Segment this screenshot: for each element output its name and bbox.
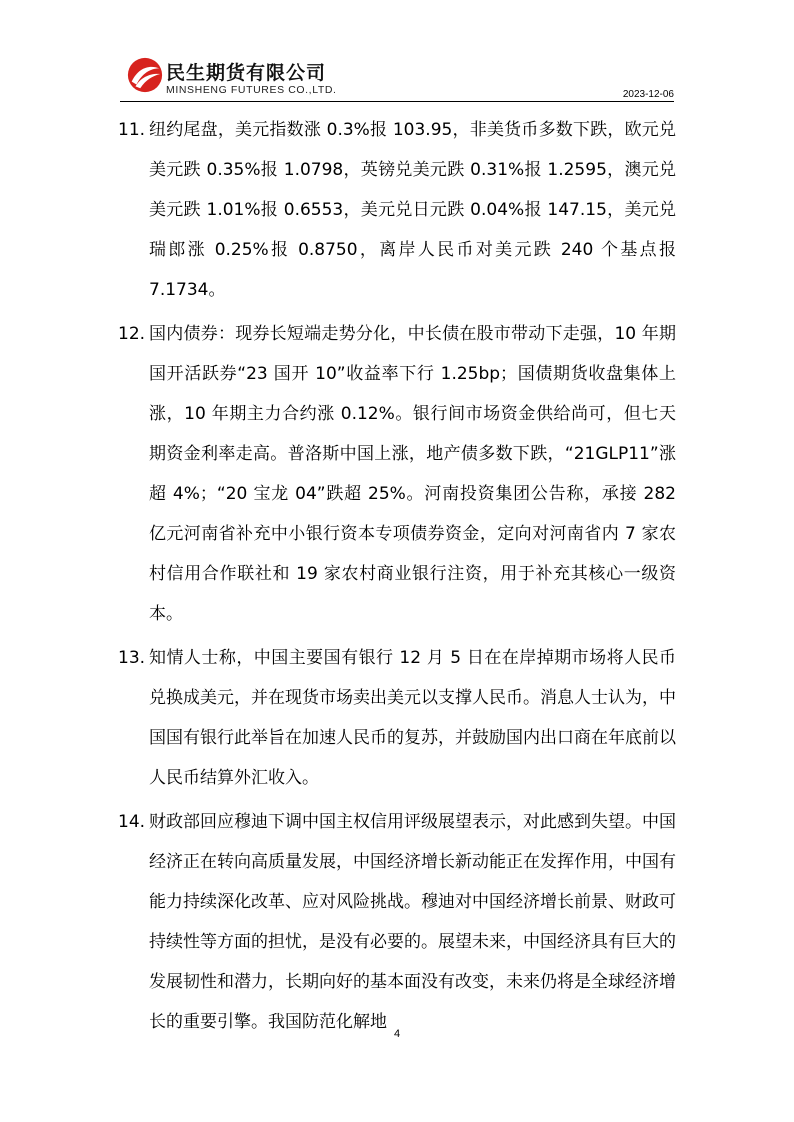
news-item-14 (118, 802, 676, 1042)
header-divider (120, 101, 674, 102)
company-name-cn: 民生期货有限公司 (166, 62, 327, 84)
item-number: 14. (118, 812, 146, 832)
item-text: 财政部回应穆迪下调中国主权信用评级展望表示，对此感到失望。中国经济正在转向高质量发展，中国经济增长新动能正在发挥作用，中国有能力持续深化改革、应对风险挑战。穆迪对中国经济增长前景、财政可持续性等方面的担忧，是没有必要的。展望未来，中国经济具有巨大的发展韧性和潜力，长期向好的基本面没有改变，未来仍将是全球经济增长的重要引擎。我国防范化解地 (149, 812, 676, 1032)
item-text: 国内债券：现券长短端走势分化，中长债在股市带动下走强，10 年期国开活跃券“23 国开 10”收益率下行 1.25bp；国债期货收盘集体上涨，10 年期主力合约涨 0.12%。银行间市场资金供给尚可，但七天期资金利率走高。普洛斯中国上涨，地产债多数下跌，“21GLP11”涨超 4%；“20 宝龙 04”跌超 25%。河南投资集团公告称，承接 282 亿元河南省补充中小银行资本专项债券资金，定向对河南省内 7 家农村信用合作联社和 19 家农村商业银行注资，用于补充其核心一级资本。 (149, 324, 676, 624)
news-item-11 (118, 110, 676, 310)
company-name-en: MINSHENG FUTURES CO.,LTD. (166, 84, 337, 96)
news-item-12 (118, 314, 676, 634)
report-date: 2023-12-06 (622, 89, 674, 100)
item-text: 纽约尾盘，美元指数涨 0.3%报 103.95，非美货币多数下跌，欧元兑美元跌 0.35%报 1.0798，英镑兑美元跌 0.31%报 1.2595，澳元兑美元跌 1.01%报 0.6553，美元兑日元跌 0.04%报 147.15，美元兑瑞郎涨 0.25%报 0.8750，离岸人民币对美元跌 240 个基点报 7.1734。 (149, 120, 676, 300)
news-list (118, 110, 676, 1046)
minsheng-logo-icon (126, 56, 164, 94)
item-number: 11. (118, 120, 146, 140)
page-number: 4 (393, 1028, 401, 1040)
item-number: 12. (118, 324, 146, 344)
item-text: 知情人士称，中国主要国有银行 12 月 5 日在在岸掉期市场将人民币兑换成美元，并在现货市场卖出美元以支撑人民币。消息人士认为，中国国有银行此举旨在加速人民币的复苏，并鼓励国内出口商在年底前以人民币结算外汇收入。 (149, 648, 676, 788)
page-header (120, 52, 674, 102)
news-item-13 (118, 638, 676, 798)
item-number: 13. (118, 648, 146, 668)
